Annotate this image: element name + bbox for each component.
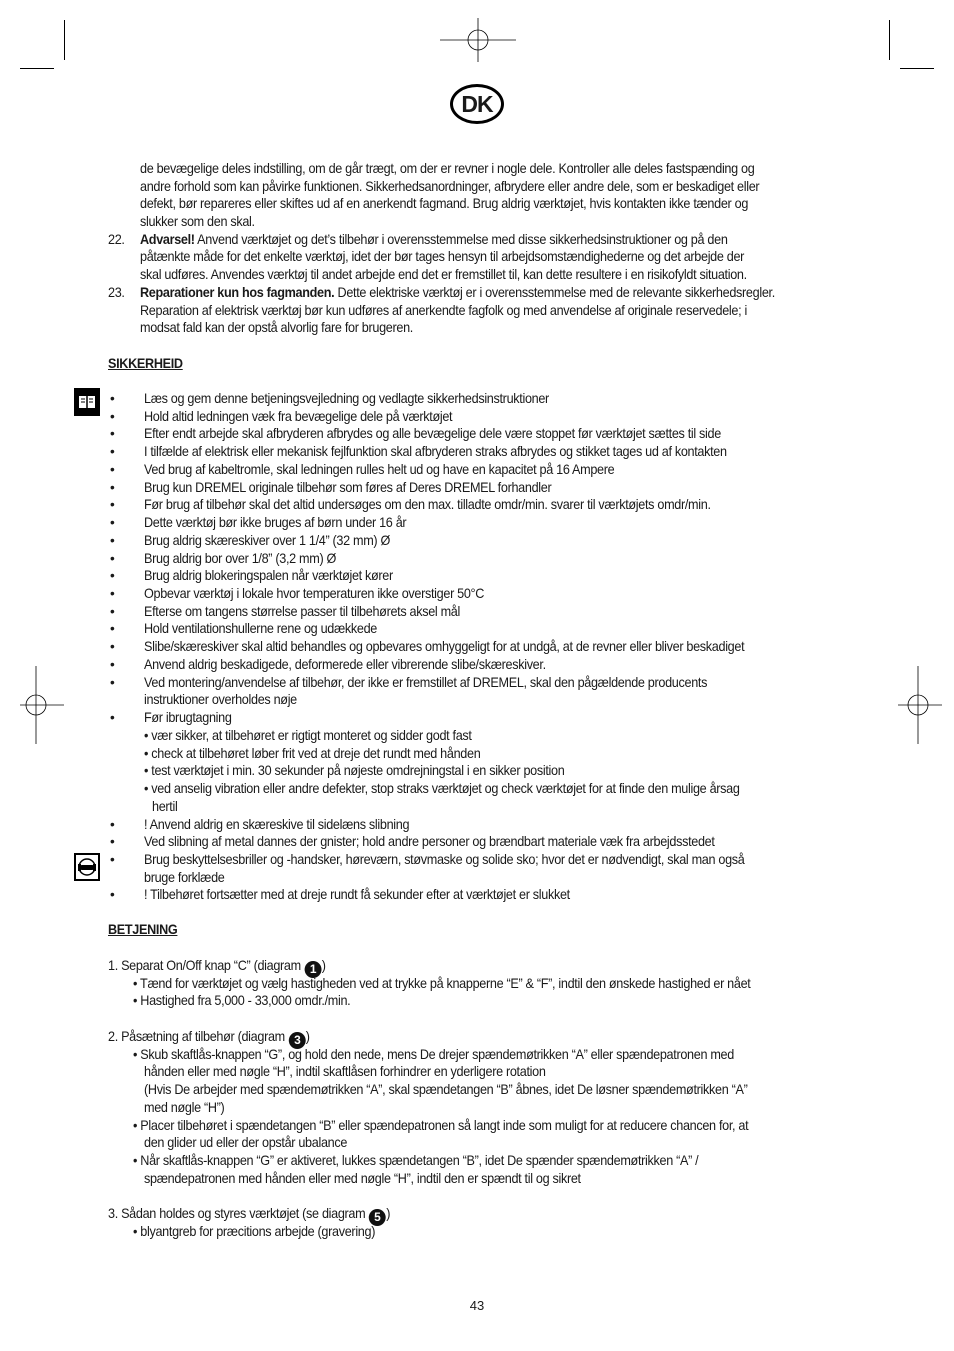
paragraph-line: andre forhold som kan påvirke funktionen. Sikkerhedsanordninger, afbrydere eller andre dele, som er beskadiget eller [140, 179, 760, 194]
safety-bullet-item: Brug aldrig bor over 1/8” (3,2 mm) Ø [144, 550, 337, 566]
bullet-marker: • [110, 479, 115, 495]
page-number: 43 [469, 1298, 485, 1313]
safety-sub-item: hertil [152, 798, 178, 814]
step-2-line: • Når skaftlås-knappen “G” er aktiveret, lukkes spændetangen “B”, idet De spænder spændemøtrikken “A” / [133, 1153, 699, 1168]
crop-mark [889, 20, 890, 60]
paragraph-line: de bevægelige deles indstilling, om de går trægt, om der er revner i nogle dele. Kontroller alle deles fastspænding og [140, 161, 755, 176]
bullet-marker: • [110, 639, 115, 655]
bullet-marker: • [110, 710, 115, 726]
read-manual-icon [74, 388, 100, 416]
registration-mark-top [440, 18, 516, 62]
safety-bullet-item: Før brug af tilbehør skal det altid undersøges om den max. tilladte omdr/min. svarer til værktøjets omdr/min. [144, 497, 711, 513]
step-text: ) [321, 958, 326, 973]
safety-bullet-item: Hold ventilationshullerne rene og udækkede [144, 621, 378, 637]
diagram-number-icon: 5 [369, 1209, 386, 1226]
safety-sub-item: • test værktøjet i min. 30 sekunder på nøjeste omdrejningstal i en sikker position [144, 763, 565, 779]
step-2-line: den glider ud eller der opstår ubalance [144, 1135, 348, 1150]
item-text: Anvend værktøjet og det’s tilbehør i overensstemmelse med disse sikkerhedsinstruktioner og på den [194, 232, 728, 247]
item-23-line: modsat fald kan der opstå alvorlig fare for brugeren. [140, 320, 413, 335]
step-text: 2. Påsætning af tilbehør (diagram [108, 1029, 289, 1044]
bullet-marker: • [110, 532, 115, 548]
bullet-marker: • [110, 816, 115, 832]
crop-mark [64, 20, 65, 60]
bullet-marker: • [110, 887, 115, 903]
bullet-marker: • [110, 497, 115, 513]
safety-sub-item: • vær sikker, at tilbehøret er rigtigt monteret og sidder godt fast [144, 727, 472, 743]
safety-bullet-item: Dette værktøj bør ikke bruges af børn under 16 år [144, 515, 407, 531]
bullet-marker: • [110, 550, 115, 566]
step-2-line: • Placer tilbehøret i spændetangen “B” eller spændepatronen så langt inde som muligt for at reducere chancen for, at [133, 1118, 749, 1133]
safety-sub-item: • ved anselig vibration eller andre defekter, stop straks værktøjet og check værktøjet for at finde den mulige årsag [144, 781, 740, 797]
item-22-line [140, 231, 728, 249]
paragraph-line: defekt, bør repareres eller skiftes ud af en anerkendt fagmand. Brug aldrig værktøjet, hvis kontakten ikke tænder og [140, 196, 749, 211]
safety-bullet-item: ! Tilbehøret fortsætter med at dreje rundt få sekunder efter at værktøjet er slukket [144, 887, 570, 903]
language-badge: DK [450, 84, 504, 124]
safety-bullet-item: Brug beskyttelsesbriller og -handsker, høreværn, støvmaske og solide sko; hvor det er nødvendigt, skal man også [144, 851, 745, 867]
safety-bullet-item: Efterse om tangens størrelse passer til tilbehørets aksel mål [144, 603, 460, 619]
step-text: ) [305, 1029, 310, 1044]
bullet-marker: • [110, 408, 115, 424]
step-text: ) [386, 1206, 391, 1221]
step-1-item: • Hastighed fra 5,000 - 33,000 omdr./min. [133, 993, 351, 1008]
step-2-line: • Skub skaftlås-knappen “G”, og hold den nede, mens De drejer spændemøtrikken “A” eller spændepatronen med [133, 1047, 734, 1062]
bullet-marker: • [110, 834, 115, 850]
bullet-marker: • [110, 674, 115, 690]
safety-bullet-item: instruktioner overholdes nøje [144, 692, 297, 708]
item-text: Dette elektriske værktøj er i overensstemmelse med de relevante sikkerhedsregler. [334, 285, 775, 300]
bullet-marker: • [110, 461, 115, 477]
safety-bullet-item: Ved slibning af metal dannes der gnister; hold andre personer og brændbart materiale væk fra arbejdsstedet [144, 834, 715, 850]
step-2-line: spændepatronen med hånden eller med nøgle “H”, indtil den er spændt til og sikret [144, 1171, 581, 1186]
safety-bullet-item: Anvend aldrig beskadigede, deformerede eller vibrerende slibe/skæreskiver. [144, 656, 546, 672]
safety-bullet-item: Brug kun DREMEL originale tilbehør som føres af Deres DREMEL forhandler [144, 479, 552, 495]
safety-bullet-item: bruge forklæde [144, 869, 225, 885]
diagram-number-icon: 1 [304, 961, 321, 978]
bullet-marker: • [110, 426, 115, 442]
bullet-marker: • [110, 391, 115, 406]
safety-bullet-item: Slibe/skæreskiver skal altid behandles og opbevares omhyggeligt for at undgå, at de revner eller bliver beskadiget [144, 639, 745, 655]
safety-bullet-item: Ved montering/anvendelse af tilbehør, der ikke er fremstillet af DREMEL, skal den pågældende producents [144, 674, 708, 690]
safety-bullet-item: Opbevar værktøj i lokale hvor temperaturen ikke overstiger 50°C [144, 586, 485, 602]
diagram-number-icon: 3 [288, 1032, 305, 1049]
crop-mark [900, 68, 934, 69]
bullet-marker: • [110, 444, 115, 460]
protective-equipment-icon [74, 853, 100, 881]
step-text: 1. Separat On/Off knap “C” (diagram [108, 958, 305, 973]
registration-mark-left [20, 666, 64, 744]
safety-bullet-item: Før ibrugtagning [144, 710, 232, 726]
warning-label: Advarsel! [140, 232, 195, 247]
item-22-line: skal udføres. Anvendes værktøj til andet arbejde end det er fremstillet til, kan dette resultere i en risikofyldt situation. [140, 267, 747, 282]
item-23-line [140, 284, 775, 302]
bullet-marker: • [110, 656, 115, 672]
safety-bullet-item: Læs og gem denne betjeningsvejledning og vedlagte sikkerhedsinstruktioner [144, 391, 549, 406]
bullet-marker: • [110, 603, 115, 619]
item-number: 23. [108, 285, 125, 300]
repair-label: Reparationer kun hos fagmanden. [140, 285, 335, 300]
registration-mark-right [898, 666, 942, 744]
bullet-marker: • [110, 851, 115, 867]
step-2-line: (Hvis De arbejder med spændemøtrikken “A”, skal spændetangen “B” åbnes, idet De løsner spændemøtrikken “A” [144, 1082, 748, 1097]
safety-bullet-item: Brug aldrig skæreskiver over 1 1/4” (32 mm) Ø [144, 532, 390, 548]
item-23-line: Reparation af elektrisk værktøj bør kun udføres af anerkendte fagfolk og med anvendelse af originale reservedele; i [140, 303, 747, 318]
paragraph-line: slukker som den skal. [140, 214, 255, 229]
bullet-marker: • [110, 586, 115, 602]
safety-sub-item: • check at tilbehøret løber frit ved at dreje det rundt med hånden [144, 745, 481, 761]
item-22-line: påtænkte måde for det enkelte værktøj, idet der bør tages hensyn til arbejdsomstændighederne og det arbejde der [140, 249, 745, 264]
step-3-item: • blyantgreb for præcitions arbejde (gravering) [133, 1224, 376, 1239]
safety-bullet-item: I tilfælde af elektrisk eller mekanisk fejlfunktion skal afbryderen straks afbrydes og stikket tages ud af kontakten [144, 444, 727, 460]
step-2-line: hånden eller med nøgle “H”, indtil skaftlåsen forhindrer en yderligere rotation [144, 1064, 546, 1079]
bullet-marker: • [110, 515, 115, 531]
crop-mark [20, 68, 54, 69]
safety-bullet-item: Efter endt arbejde skal afbryderen afbrydes og alle bevægelige dele være stoppet før værktøjet sættes til side [144, 426, 721, 442]
safety-bullet-item: Ved brug af kabeltromle, skal ledningen rulles helt ud og have en kapacitet på 16 Ampere [144, 461, 615, 477]
safety-bullet-item: Brug aldrig blokeringspalen når værktøjet kører [144, 568, 393, 584]
safety-bullet-item: Hold altid ledningen væk fra bevægelige dele på værktøjet [144, 408, 453, 424]
section-heading-sikkerheid: SIKKERHEID [108, 356, 183, 371]
bullet-marker: • [110, 568, 115, 584]
item-number: 22. [108, 232, 125, 247]
step-text: 3. Sådan holdes og styres værktøjet (se diagram [108, 1206, 369, 1221]
section-heading-betjening: BETJENING [108, 922, 178, 937]
bullet-marker: • [110, 621, 115, 637]
safety-bullet-item: ! Anvend aldrig en skæreskive til sidelæns slibning [144, 816, 410, 832]
step-2-line: med nøgle “H”) [144, 1100, 225, 1115]
step-1-item: • Tænd for værktøjet og vælg hastigheden ved at trykke på knapperne “E” & “F”, indtil den ønskede hastighed er nået [133, 976, 751, 991]
